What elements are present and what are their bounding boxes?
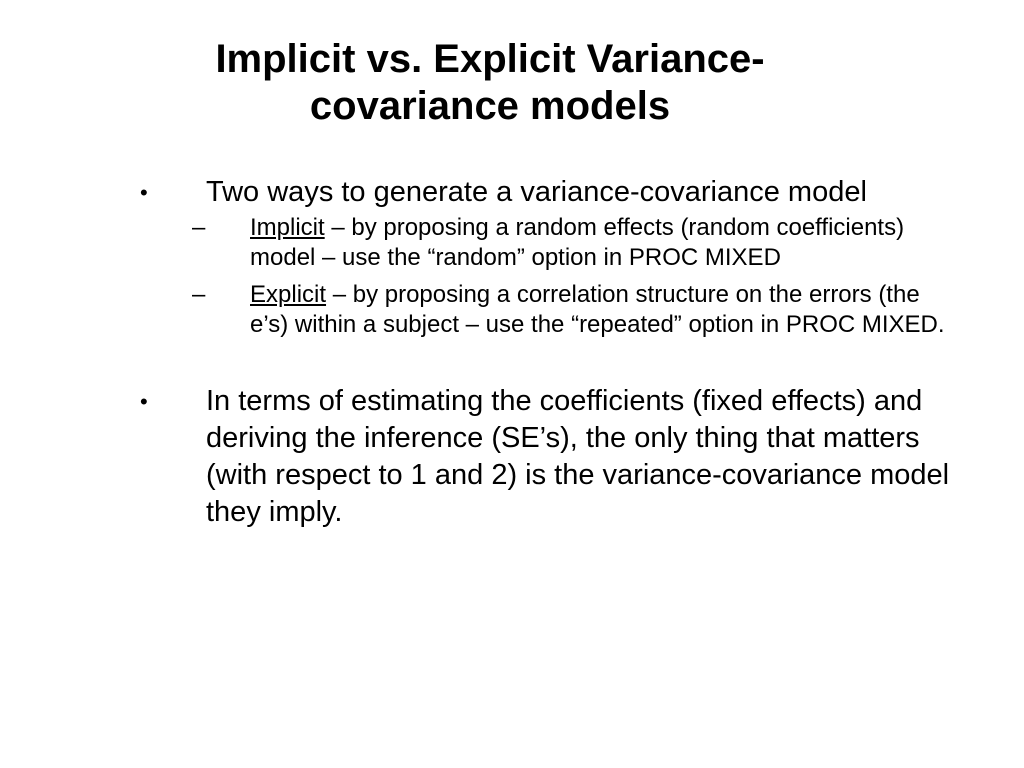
bullet-dot-icon: • [140, 180, 148, 205]
sub-list [192, 213, 976, 340]
bullet-item [140, 174, 976, 340]
sub-text: – by proposing a correlation structure on the errors (the e’s) within a subject – use the “repeated” option in PROC MIXED. [250, 281, 945, 338]
title-line-2: covariance models [309, 84, 671, 128]
sub-item-implicit [192, 213, 950, 273]
sub-term: Explicit [250, 281, 327, 308]
bullet-dot-icon: • [140, 389, 148, 414]
bullet-text: Two ways to generate a variance-covariance model [206, 176, 867, 208]
dash-icon: – [192, 281, 206, 308]
bullet-item [140, 383, 976, 531]
sub-text: – by proposing a random effects (random coefficients) model – use the “random” option in PROC MIXED [250, 214, 905, 271]
sub-term: Implicit [250, 214, 325, 241]
bullet-text: In terms of estimating the coefficients (fixed effects) and deriving the inference (SE’s), the only thing that matters (with respect to 1 and 2) is the variance-covariance model they imply. [206, 385, 950, 528]
sub-item-explicit [192, 280, 950, 340]
slide-content [0, 174, 1024, 531]
title-line-1: Implicit vs. Explicit Variance- [215, 37, 765, 81]
dash-icon: – [192, 214, 206, 241]
slide-title [120, 36, 860, 130]
